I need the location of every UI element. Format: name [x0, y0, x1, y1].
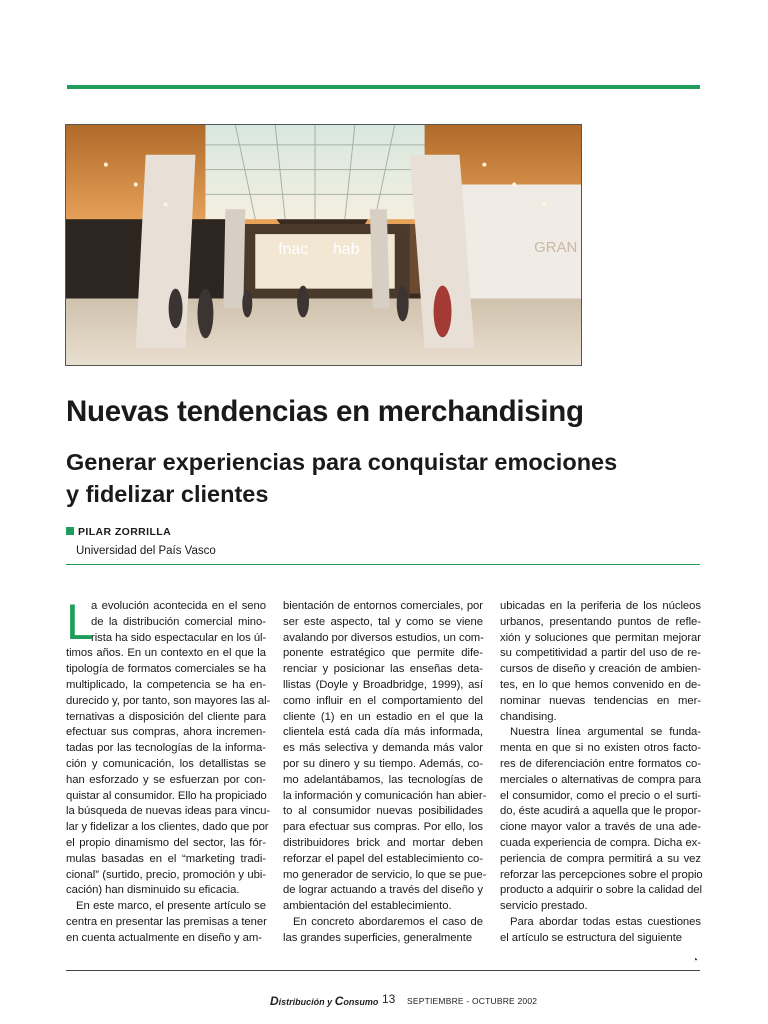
text-line: por su dinero y su tiempo. Además, co- — [283, 757, 483, 770]
text-line: es más selectiva y demanda más valor — [283, 742, 483, 755]
text-line: nominar nuevas tendencias en mer- — [500, 694, 701, 707]
text-line: cación) han disminuido su eficacia. — [66, 884, 240, 897]
text-line: chandising. — [500, 710, 557, 723]
text-line: cional” (surtido, precio, promoción y ubi- — [66, 868, 266, 881]
text-line: timos años. En un contexto en el que la — [66, 647, 266, 660]
text-line: para efectuar sus compras. Por ello, los — [283, 821, 483, 834]
text-line: el consumidor, como el precio o el surti- — [500, 789, 701, 802]
text-line: distribuidores brick and mortar deben — [283, 836, 483, 849]
author-name: PILAR ZORRILLA — [78, 526, 172, 538]
text-line: las grandes superficies, generalmente — [283, 931, 473, 944]
gran-sign: GRAN — [534, 239, 578, 256]
text-line: mo generador de servicio, lo que se pue- — [283, 868, 487, 881]
text-column-3 — [500, 599, 701, 947]
text-line: han esforzado y se esfuerzan por con- — [66, 773, 266, 786]
text-line: xión y soluciones que permitan mejorar — [500, 631, 701, 644]
text-line: merciales o alternativas de compra para — [500, 773, 701, 786]
text-line: su competitividad a partir del uso de re- — [500, 647, 701, 660]
text-line: centra en presentar las premisas a tener — [66, 915, 267, 928]
text-line: multiplicado, la competencia se ha en- — [66, 678, 266, 691]
text-line: do, éste acudirá a aquella que le propor- — [500, 805, 701, 818]
text-line: to al consumidor nuevas posibilidades — [283, 805, 483, 818]
text-line: cliente (1) en un estadio en el que la — [283, 710, 483, 723]
text-line: reforzar las percepciones sobre el propio — [500, 868, 703, 881]
subtitle-line: y fidelizar clientes — [66, 481, 269, 507]
text-line: producto a adquirir o sobre la calidad del — [500, 884, 703, 897]
continue-arrow-icon: ◔ — [692, 955, 699, 966]
green-square-bullet — [66, 527, 74, 535]
subtitle-line: Generar experiencias para conquistar emociones — [66, 449, 618, 475]
text-line: de la distribución comercial mino- — [91, 615, 266, 628]
text-line: de lograr actuando a través del diseño y — [283, 884, 483, 897]
text-line: el artículo se estructura del siguiente — [500, 931, 683, 944]
footer-divider — [66, 970, 700, 971]
text-line: quistar al consumidor. Ello ha propiciado — [66, 789, 267, 802]
hab-sign: hab — [332, 240, 360, 258]
text-line: a evolución acontecida en el seno — [91, 600, 266, 612]
text-line: Para abordar todas estas cuestiones — [510, 915, 701, 928]
text-line: urbanos, presentando puntos de refle- — [500, 615, 701, 628]
text-line: mulas basadas en el “marketing tradi- — [66, 852, 266, 865]
text-line: rista ha sido espectacular en los úl- — [91, 631, 267, 644]
text-line: en cuenta actualmente en diseño y am- — [66, 931, 262, 944]
text-line: reforzar el papel del establecimiento co- — [283, 852, 483, 865]
text-line: llistas (Doyle y Broadbridge, 1999), así — [283, 678, 483, 691]
text-line: avalando por diversos estudios, un com- — [283, 631, 484, 644]
text-line: la búsqueda de nuevas ideas para vincu- — [66, 805, 271, 818]
text-line: durecido y, por tanto, son mayores las al- — [66, 694, 271, 707]
text-line: mo adelantábamos, las tecnologías de — [283, 773, 483, 786]
text-line: cione mayor valor a través de una ade- — [500, 821, 701, 834]
text-line: ponente estratégico que permite dife- — [283, 647, 483, 660]
fnac-sign: fnac — [278, 240, 309, 258]
text-column-2 — [283, 599, 487, 947]
text-line: renciar y posicionar las enseñas deta- — [283, 663, 483, 676]
text-line: En este marco, el presente artículo se — [76, 900, 266, 913]
text-line: clientela está cada día más informada, — [283, 726, 483, 739]
text-line: bientación de entornos comerciales, por — [283, 600, 483, 612]
text-line: Nuestra línea argumental se funda- — [510, 726, 701, 739]
page-number: 13 — [382, 992, 396, 1006]
text-line: efectuar sus compras, ahora incremen- — [66, 726, 266, 739]
text-line: como influir en el comportamiento del — [283, 694, 483, 707]
text-line: la información y comunicación han abier- — [283, 789, 487, 802]
text-line: ción y comunicación, los detallistas se — [66, 757, 266, 770]
text-line: tipología de formatos comerciales se ha — [66, 663, 266, 676]
author-byline — [66, 526, 171, 538]
header-divider — [66, 564, 700, 565]
text-line: ser este aspecto, tal y como se viene — [283, 615, 483, 628]
mall-interior-photo — [65, 124, 582, 366]
text-line: periencia de compra permitirá a su vez — [500, 852, 701, 865]
text-line: res de diferenciación entre formatos co- — [500, 757, 701, 770]
author-affiliation: Universidad del País Vasco — [76, 545, 216, 557]
text-line: menta en que si no existen otros facto- — [500, 742, 701, 755]
text-line: servicio prestado. — [500, 900, 588, 913]
text-line: cursos de diseño y creación de ambien- — [500, 663, 701, 676]
text-line: En concreto abordaremos el caso de — [293, 915, 483, 928]
text-line: ambientación del establecimiento. — [283, 900, 452, 913]
issue-date: SEPTIEMBRE - OCTUBRE 2002 — [407, 996, 538, 1006]
text-line: tadas por las tecnologías de la informa- — [66, 742, 266, 755]
top-green-rule — [67, 85, 700, 89]
text-line: el propio dinamismo del sector, las fór- — [66, 836, 266, 849]
text-line: ubicadas en la periferia de los núcleos — [500, 600, 701, 612]
magazine-name: Distribución y Consumo — [270, 994, 379, 1008]
article-subtitle — [66, 446, 706, 510]
drop-cap: L — [66, 594, 94, 650]
text-column-1 — [66, 594, 271, 947]
text-line: tes, en lo que hemos convenido en de- — [500, 678, 701, 691]
article-title: Nuevas tendencias en merchandising — [66, 395, 584, 428]
text-line: cuada experiencia de compra. Dicha ex- — [500, 836, 701, 849]
text-line: ternativas a disposición del cliente para — [66, 710, 266, 723]
text-line: lar y fidelizar a los clientes, dado que por — [66, 821, 269, 834]
